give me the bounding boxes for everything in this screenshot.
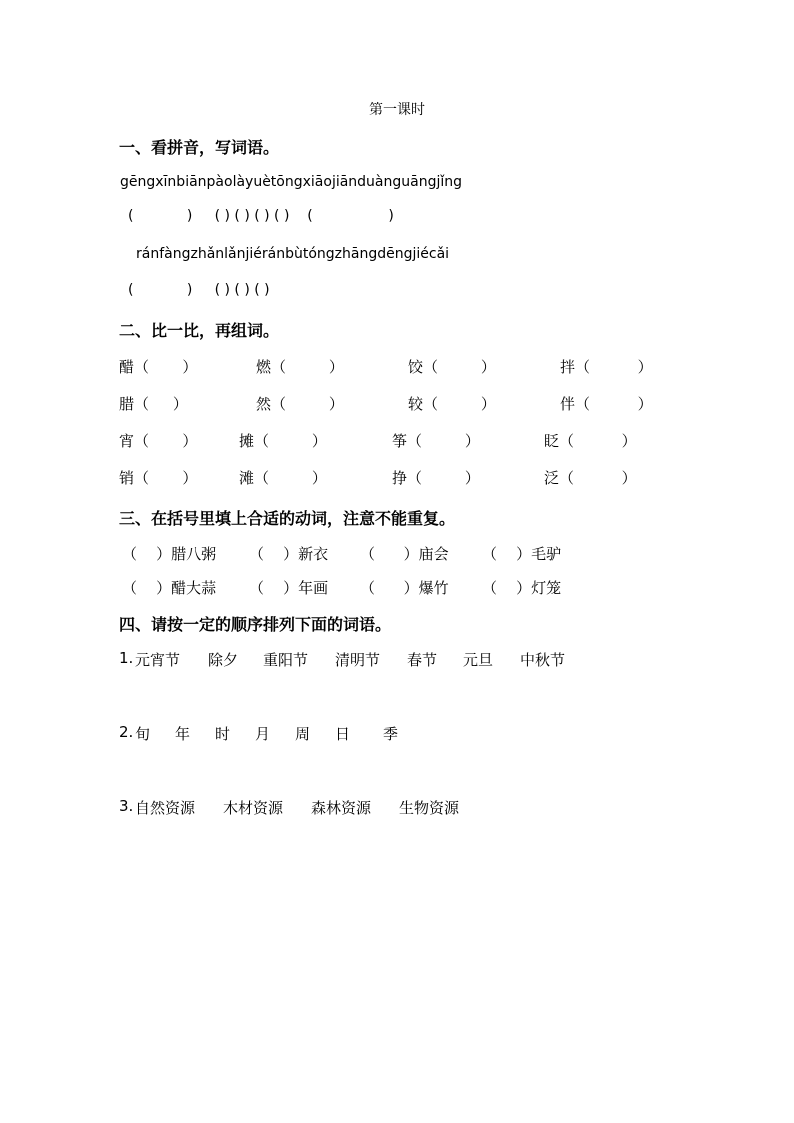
word: 除夕 <box>208 651 239 669</box>
fill-item: （ ）毛驴 <box>482 545 562 563</box>
section-1-heading: 一、看拼音，写词语。 <box>119 138 280 157</box>
page-title: 第一课时 <box>369 102 425 118</box>
word: 重阳节 <box>263 651 309 669</box>
word: 周 <box>295 725 311 743</box>
fill-item: （ ）爆竹 <box>360 579 449 597</box>
word: 季 <box>383 725 399 743</box>
compare-cell: 然（ ） <box>256 395 344 413</box>
compare-cell: 拌（ ） <box>560 358 653 376</box>
compare-cell: 饺（ ） <box>408 358 496 376</box>
section-4-heading: 四、请按一定的顺序排列下面的词语。 <box>119 615 392 634</box>
compare-cell: 较（ ） <box>408 395 496 413</box>
compare-cell: 销（ ） <box>119 469 198 487</box>
word: 日 <box>335 725 351 743</box>
compare-cell: 伴（ ） <box>560 395 653 413</box>
fill-item: （ ）年画 <box>249 579 329 597</box>
compare-cell: 宵（ ） <box>119 432 198 450</box>
pinyin-line-1: gēngxīnbiānpàolàyuètōngxiāojiānduànguāngjǐng <box>120 174 463 190</box>
compare-cell: 眨（ ） <box>544 432 637 450</box>
fill-item: （ ）庙会 <box>360 545 449 563</box>
word: 中秋节 <box>520 651 566 669</box>
fill-item: （ ）新衣 <box>249 545 329 563</box>
answer-parens-2: ( ) ( ) ( ) ( ) <box>128 282 270 298</box>
item-number: 1. <box>119 649 134 667</box>
word: 春节 <box>407 651 438 669</box>
item-number: 3. <box>119 797 134 815</box>
word: 元旦 <box>463 651 494 669</box>
answer-parens-1: ( ) ( ) ( ) ( ) ( ) ( ) <box>128 208 394 224</box>
word: 生物资源 <box>399 799 460 817</box>
compare-cell: 摊（ ） <box>239 432 327 450</box>
compare-cell: 滩（ ） <box>239 469 327 487</box>
compare-cell: 挣（ ） <box>392 469 480 487</box>
compare-cell: 燃（ ） <box>256 358 344 376</box>
fill-item: （ ）醋大蒜 <box>122 579 217 597</box>
word: 木材资源 <box>223 799 284 817</box>
word: 自然资源 <box>135 799 196 817</box>
compare-cell: 筝（ ） <box>392 432 480 450</box>
pinyin-line-2: ránfàngzhǎnlǎnjiéránbùtóngzhāngdēngjiécǎi <box>136 246 450 262</box>
compare-cell: 醋（ ） <box>119 358 198 376</box>
fill-item: （ ）腊八粥 <box>122 545 217 563</box>
compare-cell: 腊（ ） <box>119 395 188 413</box>
item-number: 2. <box>119 723 134 741</box>
compare-cell: 泛（ ） <box>544 469 637 487</box>
word: 清明节 <box>335 651 381 669</box>
word: 元宵节 <box>135 651 181 669</box>
word: 森林资源 <box>311 799 372 817</box>
word: 年 <box>175 725 191 743</box>
word: 时 <box>215 725 231 743</box>
section-3-heading: 三、在括号里填上合适的动词，注意不能重复。 <box>119 509 456 528</box>
word: 月 <box>255 725 271 743</box>
section-2-heading: 二、比一比，再组词。 <box>119 321 280 340</box>
word: 旬 <box>135 725 151 743</box>
fill-item: （ ）灯笼 <box>482 579 562 597</box>
